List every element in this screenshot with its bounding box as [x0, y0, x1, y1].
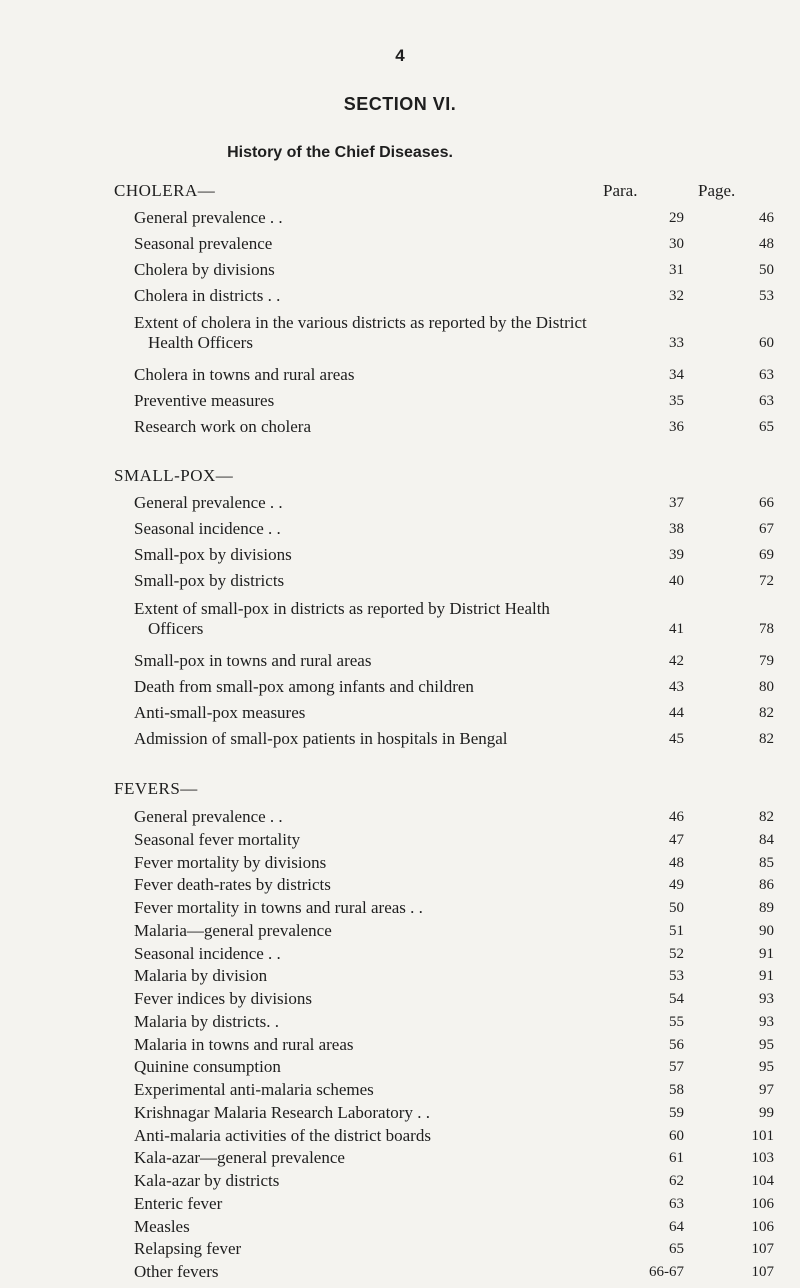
- entry-page: 66: [759, 495, 774, 511]
- entry-page: 63: [759, 367, 774, 383]
- entry-title-continued: Officers: [148, 619, 204, 638]
- entry-title: General prevalence . .: [134, 208, 283, 227]
- entry-page: 65: [759, 419, 774, 435]
- entry-page: 63: [759, 393, 774, 409]
- entry-page: 106: [751, 1219, 774, 1235]
- entry-title: Seasonal incidence . .: [134, 944, 281, 963]
- entry-title: Relapsing fever: [134, 1239, 242, 1258]
- entry-page: 79: [759, 653, 774, 669]
- entry-para: 60: [669, 1128, 684, 1144]
- toc-entry: [134, 208, 774, 234]
- entry-title: Small-pox by divisions: [134, 545, 292, 564]
- entry-page: 99: [759, 1105, 774, 1121]
- entry-title: Enteric fever: [134, 1194, 223, 1213]
- entry-page: 82: [759, 809, 774, 825]
- entry-para: 39: [669, 547, 684, 563]
- entry-page: 84: [759, 832, 774, 848]
- entry-para: 65: [669, 1241, 684, 1257]
- entry-para: 61: [669, 1150, 684, 1166]
- entry-title: Anti-small-pox measures: [134, 703, 306, 722]
- entry-para: 52: [669, 946, 684, 962]
- entry-page: 60: [759, 335, 774, 351]
- entry-para: 66-67: [649, 1264, 684, 1280]
- entry-para: 40: [669, 573, 684, 589]
- entry-page: 97: [759, 1082, 774, 1098]
- section-heading: SMALL-POX—: [114, 466, 234, 485]
- entry-title: Seasonal incidence . .: [134, 519, 281, 538]
- entry-para: 50: [669, 900, 684, 916]
- entry-para: 53: [669, 968, 684, 984]
- toc-entry: [134, 545, 774, 571]
- entry-page: 50: [759, 262, 774, 278]
- entry-title: General prevalence . .: [134, 493, 283, 512]
- entry-para: 30: [669, 236, 684, 252]
- entry-title: General prevalence . .: [134, 807, 283, 826]
- page-number: 4: [395, 46, 405, 65]
- entry-page: 85: [759, 855, 774, 871]
- toc-entry: [134, 260, 774, 286]
- entry-title: Malaria by division: [134, 966, 268, 985]
- entry-page: 82: [759, 705, 774, 721]
- entry-page: 89: [759, 900, 774, 916]
- entry-title: Death from small-pox among infants and children: [134, 677, 474, 696]
- entry-para: 44: [669, 705, 684, 721]
- entry-page: 107: [751, 1241, 774, 1257]
- entry-page: 69: [759, 547, 774, 563]
- toc-entry: [134, 493, 774, 519]
- entry-title: Other fevers: [134, 1262, 219, 1281]
- entry-para: 47: [669, 832, 684, 848]
- entry-title: Anti-malaria activities of the district boards: [134, 1126, 431, 1145]
- entry-para: 32: [669, 288, 684, 304]
- entry-title: Experimental anti-malaria schemes: [134, 1080, 374, 1099]
- entry-para: 51: [669, 923, 684, 939]
- toc-entry: [134, 313, 774, 359]
- entry-page: 103: [751, 1150, 774, 1166]
- entry-title: Fever death-rates by districts: [134, 875, 331, 894]
- entry-title: Research work on cholera: [134, 417, 312, 436]
- section-title: SECTION VI.: [343, 94, 457, 114]
- entry-title: Krishnagar Malaria Research Laboratory . .: [134, 1103, 430, 1122]
- entry-para: 41: [669, 621, 684, 637]
- entry-para: 35: [669, 393, 684, 409]
- entry-page: 93: [759, 1014, 774, 1030]
- entry-para: 63: [669, 1196, 684, 1212]
- entry-page: 95: [759, 1037, 774, 1053]
- entry-para: 54: [669, 991, 684, 1007]
- entry-page: 86: [759, 877, 774, 893]
- entry-page: 95: [759, 1059, 774, 1075]
- entry-title: Cholera in districts . .: [134, 286, 281, 305]
- entry-title: Cholera in towns and rural areas: [134, 365, 355, 384]
- toc-entry: [134, 519, 774, 545]
- entry-page: 72: [759, 573, 774, 589]
- para-column-header: Para.: [603, 181, 638, 200]
- entry-title: Measles: [134, 1217, 190, 1236]
- entry-page: 48: [759, 236, 774, 252]
- entry-title: Fever mortality in towns and rural areas . .: [134, 898, 423, 917]
- entry-page: 91: [759, 946, 774, 962]
- entry-title: Small-pox in towns and rural areas: [134, 651, 372, 670]
- entry-page: 53: [759, 288, 774, 304]
- entry-para: 58: [669, 1082, 684, 1098]
- entry-page: 90: [759, 923, 774, 939]
- entry-para: 46: [669, 809, 684, 825]
- entry-title: Seasonal fever mortality: [134, 830, 301, 849]
- toc-entry: [134, 677, 774, 703]
- entry-page: 93: [759, 991, 774, 1007]
- entry-title: Extent of cholera in the various districts as reported by the District: [134, 313, 587, 332]
- entry-page: 80: [759, 679, 774, 695]
- entry-title: Fever mortality by divisions: [134, 853, 327, 872]
- entry-para: 34: [669, 367, 684, 383]
- entry-para: 57: [669, 1059, 684, 1075]
- toc-entry: [134, 234, 774, 260]
- toc-entry: [134, 1262, 774, 1288]
- toc-entry: [134, 571, 774, 597]
- entry-title: Malaria—general prevalence: [134, 921, 332, 940]
- entry-para: 29: [669, 210, 684, 226]
- toc-entry: [134, 365, 774, 391]
- entry-title: Preventive measures: [134, 391, 275, 410]
- entry-page: 101: [751, 1128, 774, 1144]
- entry-title: Admission of small-pox patients in hospitals in Bengal: [134, 729, 508, 748]
- entry-para: 31: [669, 262, 684, 278]
- entry-para: 62: [669, 1173, 684, 1189]
- entry-page: 104: [751, 1173, 774, 1189]
- entry-title-continued: Health Officers: [148, 333, 253, 352]
- toc-entry: [134, 703, 774, 729]
- page-subtitle: History of the Chief Diseases.: [227, 144, 453, 161]
- entry-page: 91: [759, 968, 774, 984]
- entry-para: 59: [669, 1105, 684, 1121]
- entry-para: 48: [669, 855, 684, 871]
- entry-para: 33: [669, 335, 684, 351]
- toc-entry: [134, 417, 774, 443]
- entry-page: 78: [759, 621, 774, 637]
- toc-entry: [134, 286, 774, 312]
- entry-title: Seasonal prevalence: [134, 234, 273, 253]
- entry-title: Extent of small-pox in districts as reported by District Health: [134, 599, 550, 618]
- entry-title: Kala-azar by districts: [134, 1171, 280, 1190]
- toc-entry: [134, 391, 774, 417]
- entry-page: 106: [751, 1196, 774, 1212]
- entry-page: 46: [759, 210, 774, 226]
- entry-title: Fever indices by divisions: [134, 989, 313, 1008]
- entry-para: 36: [669, 419, 684, 435]
- page-column-header: Page.: [698, 181, 736, 200]
- entry-title: Malaria by districts. .: [134, 1012, 279, 1031]
- entry-title: Cholera by divisions: [134, 260, 275, 279]
- section-heading: CHOLERA—: [114, 181, 216, 200]
- entry-para: 42: [669, 653, 684, 669]
- entry-page: 107: [751, 1264, 774, 1280]
- toc-entry: [134, 599, 774, 645]
- entry-page: 82: [759, 731, 774, 747]
- entry-para: 64: [669, 1219, 684, 1235]
- entry-para: 45: [669, 731, 684, 747]
- entry-title: Small-pox by districts: [134, 571, 285, 590]
- section-heading: FEVERS—: [114, 779, 198, 798]
- entry-para: 38: [669, 521, 684, 537]
- entry-para: 56: [669, 1037, 684, 1053]
- entry-page: 67: [759, 521, 774, 537]
- entry-title: Malaria in towns and rural areas: [134, 1035, 354, 1054]
- entry-para: 49: [669, 877, 684, 893]
- entry-para: 55: [669, 1014, 684, 1030]
- toc-entry: [134, 729, 774, 755]
- entry-title: Kala-azar—general prevalence: [134, 1148, 345, 1167]
- toc-entry: [134, 651, 774, 677]
- entry-para: 37: [669, 495, 684, 511]
- entry-title: Quinine consumption: [134, 1057, 281, 1076]
- entry-para: 43: [669, 679, 684, 695]
